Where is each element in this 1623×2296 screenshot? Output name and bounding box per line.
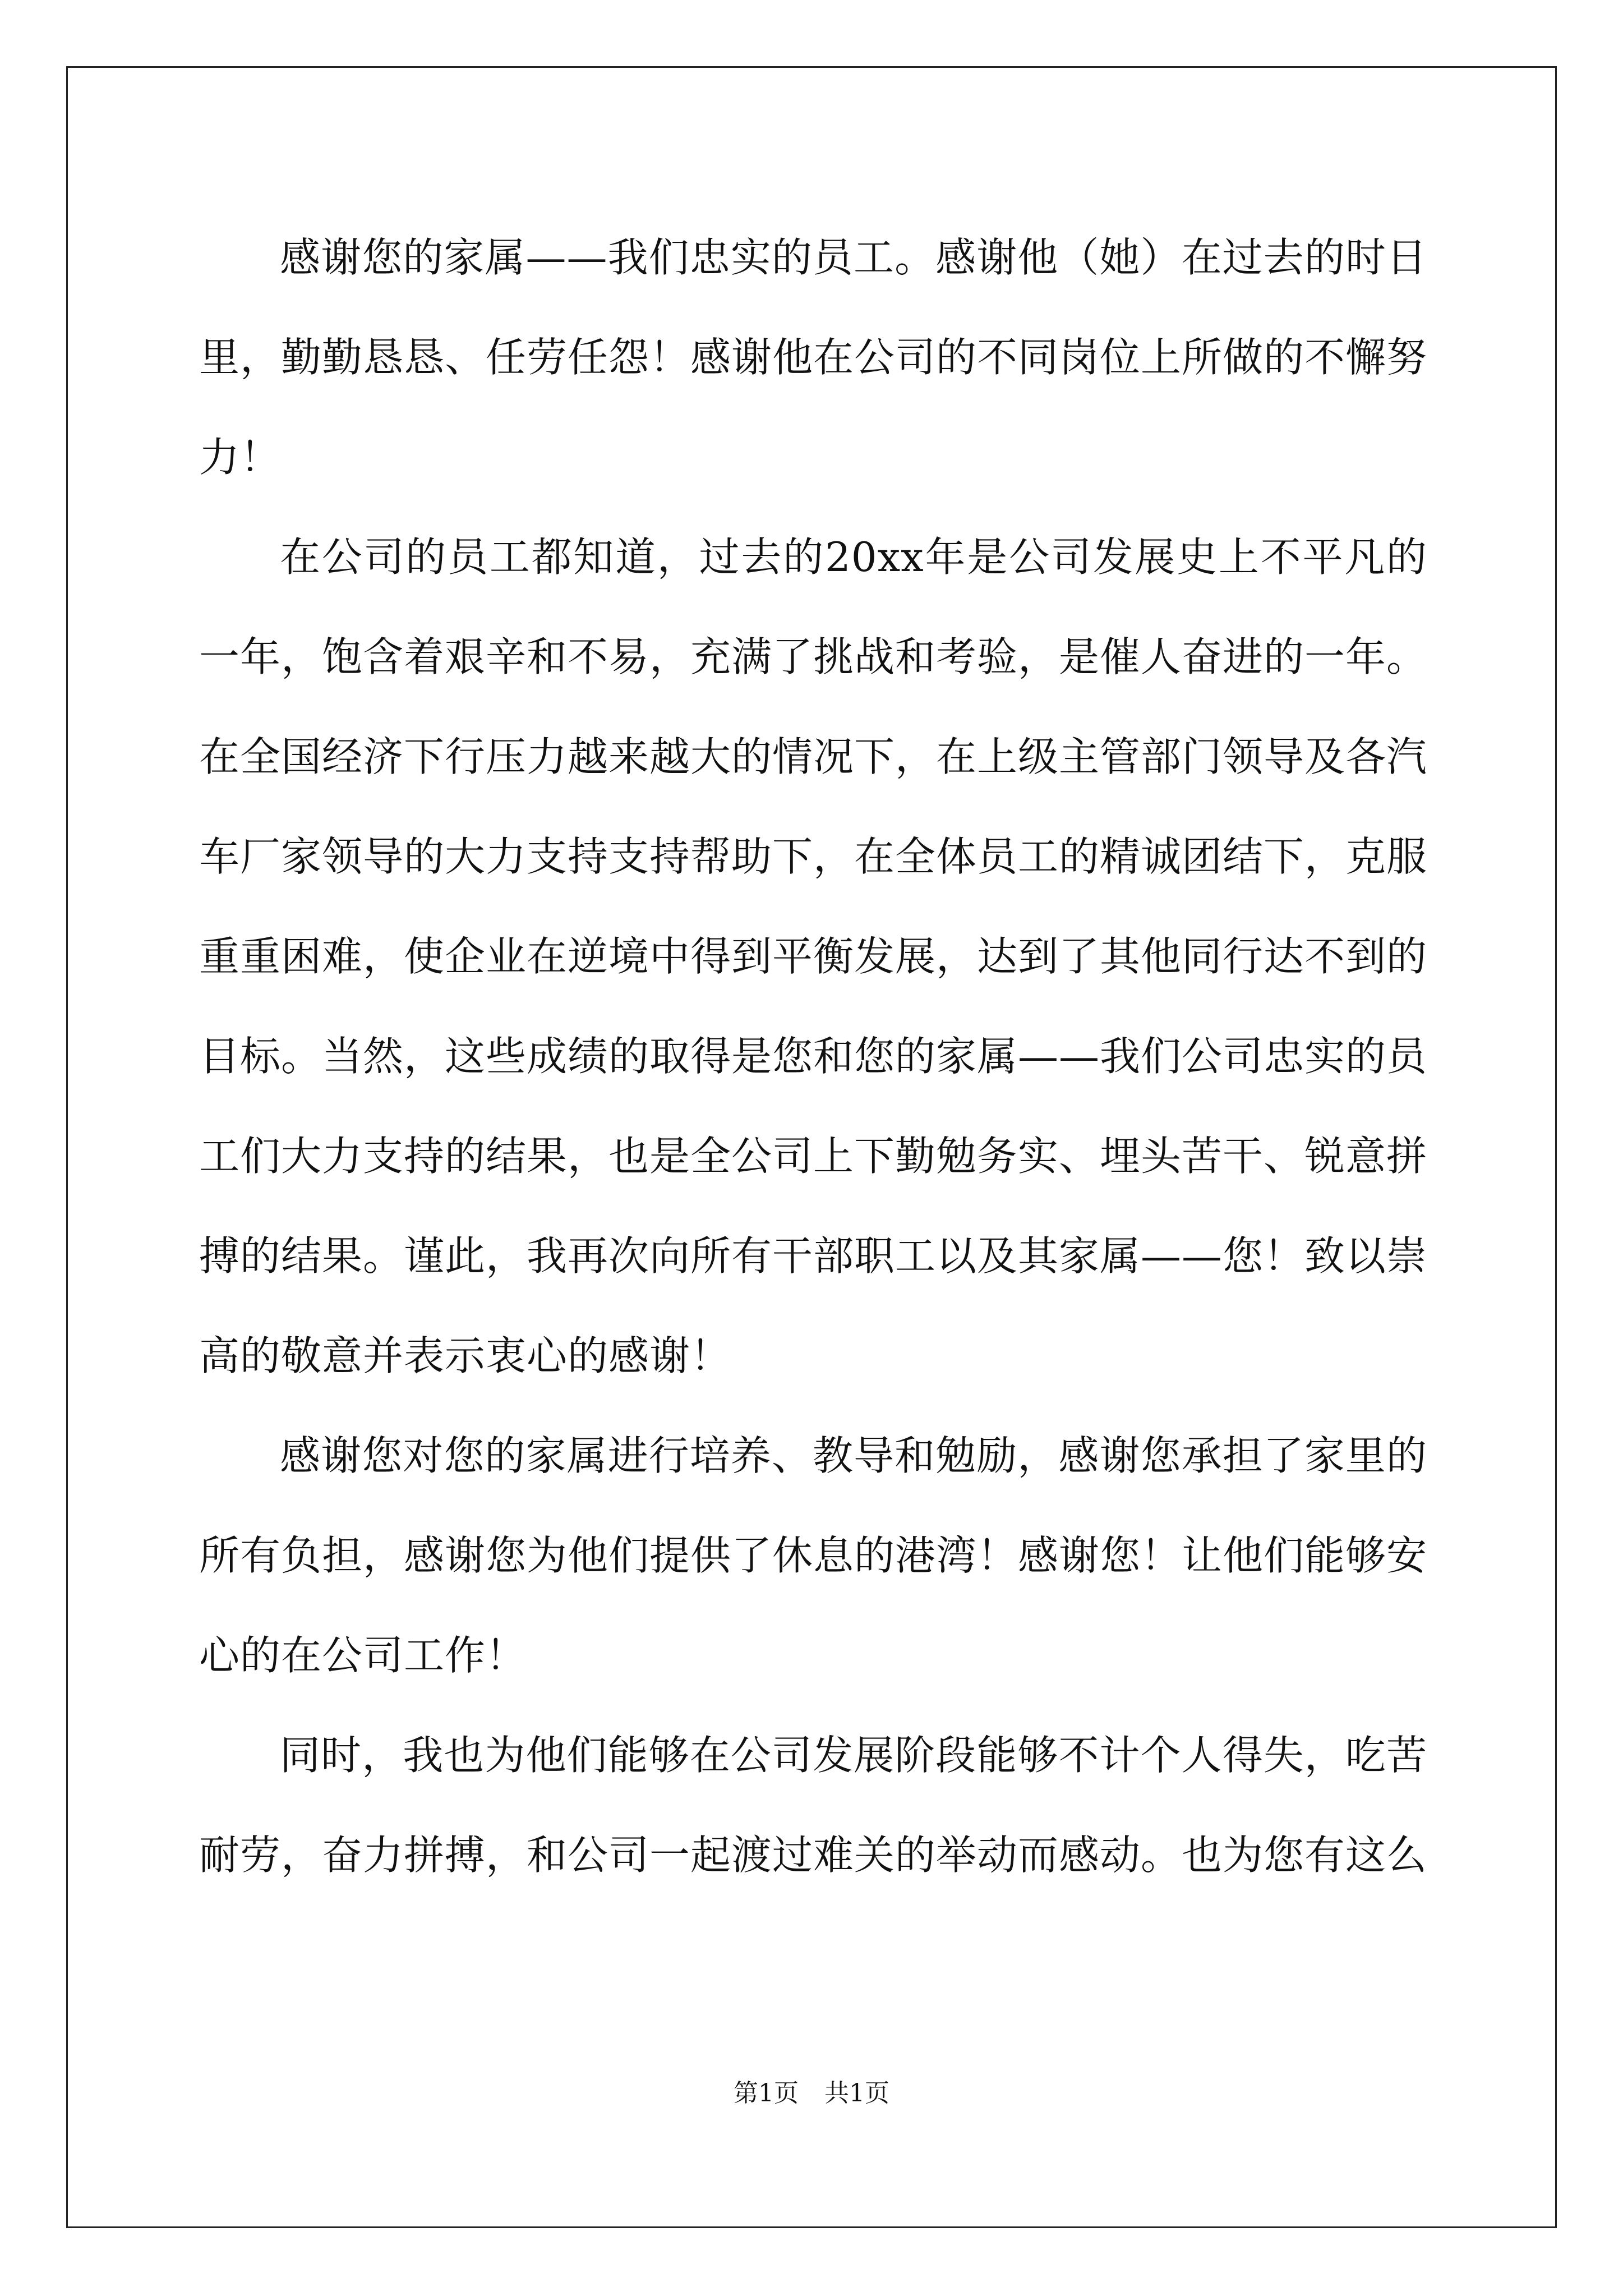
paragraph-2: 在公司的员工都知道，过去的20xx年是公司发展史上不平凡的一年，饱含着艰辛和不易，充满了挑战和考验，是催人奋进的一年。在全国经济下行压力越来越大的情况下，在上级主管部门领导及各汽车厂家领导的大力支持支持帮助下，在全体员工的精诚团结下，克服重重困难，使企业在逆境中得到平衡发展，达到了其他同行达不到的目标。当然，这些成绩的取得是您和您的家属——我们公司忠实的员工们大力支持的结果，也是全公司上下勤勉务实、埋头苦干、锐意拼搏的结果。谨此，我再次向所有干部职工以及其家属——您！致以崇高的敬意并表示衷心的感谢！ bbox=[199, 533, 1428, 1379]
page-footer bbox=[0, 2077, 1623, 2110]
paragraph-3: 感谢您对您的家属进行培养、教导和勉励，感谢您承担了家里的所有负担，感谢您为他们提供了休息的港湾！感谢您！让他们能够安心的在公司工作！ bbox=[199, 1432, 1428, 1679]
paragraph-4: 同时，我也为他们能够在公司发展阶段能够不计个人得失，吃苦耐劳，奋力拼搏，和公司一起渡过难关的举动而感动。也为您有这么 bbox=[199, 1732, 1428, 1879]
paragraph-1: 感谢您的家属——我们忠实的员工。感谢他（她）在过去的时日里，勤勤恳恳、任劳任怨！感谢他在公司的不同岗位上所做的不懈努力！ bbox=[199, 234, 1428, 481]
page-number: 第1页 bbox=[734, 2079, 799, 2108]
page-total: 共1页 bbox=[824, 2079, 889, 2108]
document-body bbox=[199, 208, 1427, 1905]
